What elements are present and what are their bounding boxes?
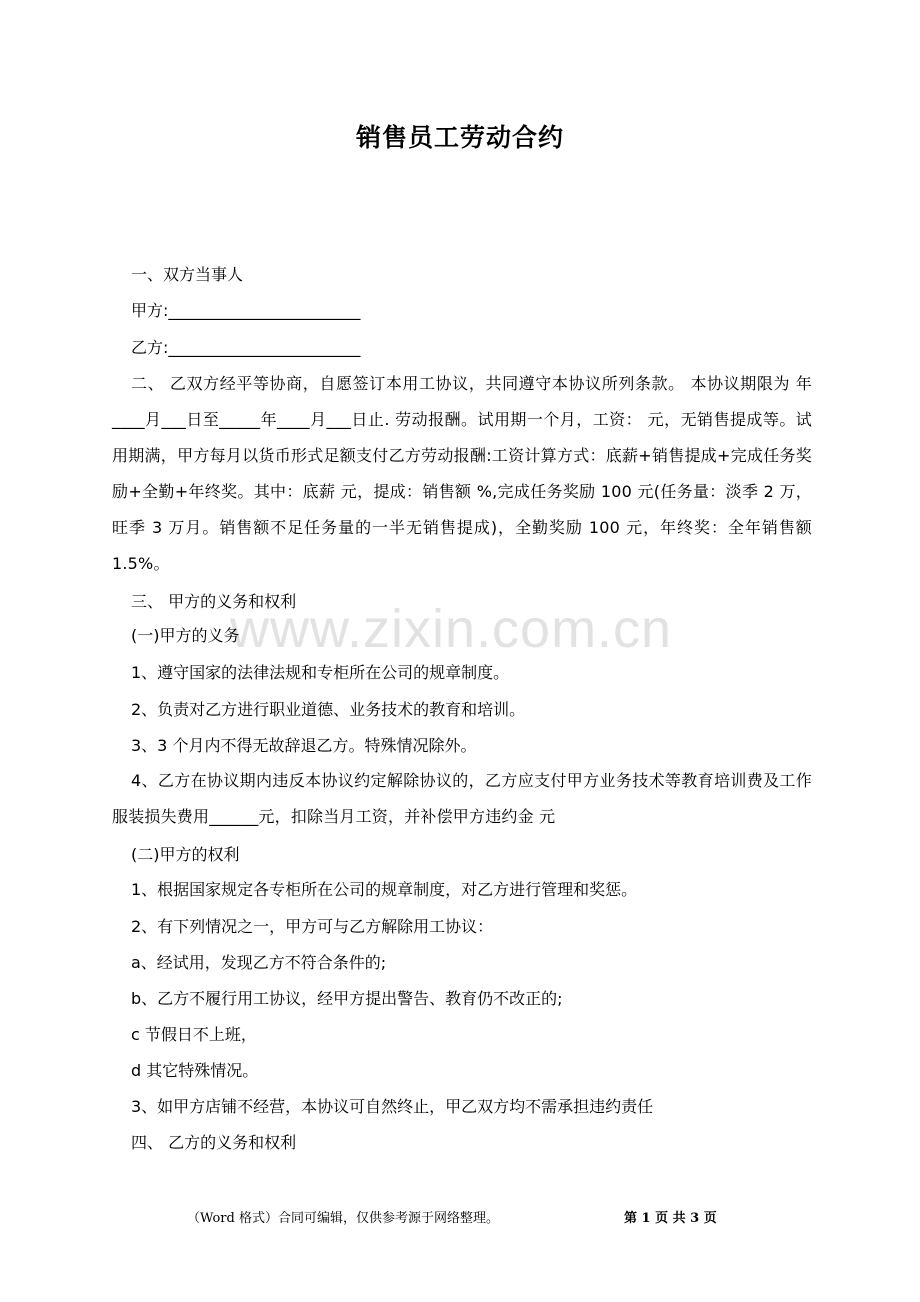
right-item-2d: d 其它特殊情况。 — [131, 1061, 259, 1080]
page-indicator: 第 1 页 共 3 页 — [624, 1211, 717, 1226]
right-item-2a: a、经试用，发现乙方不符合条件的; — [131, 953, 387, 972]
section-3-1-heading: (一)甲方的义务 — [131, 626, 240, 645]
right-item-2: 2、有下列情况之一，甲方可与乙方解除用工协议： — [131, 917, 494, 936]
duty-item-3: 3、3 个月内不得无故辞退乙方。特殊情况除外。 — [131, 736, 477, 755]
duty-item-2: 2、负责对乙方进行职业道德、业务技术的教育和培训。 — [131, 700, 526, 719]
footer-note: （Word 格式）合同可编辑，仅供参考源于网络整理。 — [187, 1211, 499, 1226]
section-3-heading: 三、 甲方的义务和权利 — [131, 592, 297, 611]
section-2-paragraph: 二、 乙双方经平等协商，自愿签订本用工协议，共同遵守本协议所列条款。 本协议期限为 年____月___日至_____年____月___日止. 劳动报酬。试用期一个月，工资： 元，无销售提成等。试用期满，甲方每月以货币形式足额支付乙方劳动报酬:工资计算方式：底薪+销售提成+完成任务奖励+全勤+年终奖。其中：底薪 元，提成：销售额 %,完成任务奖励 100 元(任务量：淡季 2 万，旺季 3 万月。销售额不足任务量的一半无销售提成)，全勤奖励 100 元，年终奖：全年销售额 1.5%。 — [112, 374, 812, 573]
section-3-2-heading: (二)甲方的权利 — [131, 845, 240, 864]
party-a-line: 甲方:________________________ — [131, 301, 361, 320]
right-item-2b: b、乙方不履行用工协议，经甲方提出警告、教育仍不改正的; — [131, 989, 563, 1008]
section-4-heading: 四、 乙方的义务和权利 — [131, 1133, 297, 1152]
duty-item-4: 4、乙方在协议期内违反本协议约定解除协议的，乙方应支付甲方业务技术等教育培训费及工作服装损失费用______元，扣除当月工资，并补偿甲方违约金 元 — [112, 771, 812, 826]
watermark-text: www.zixin.com.cn — [230, 599, 673, 659]
right-item-2c: c 节假日不上班， — [131, 1025, 257, 1044]
right-item-3: 3、如甲方店铺不经营，本协议可自然终止，甲乙双方均不需承担违约责任 — [131, 1097, 654, 1116]
section-1-heading: 一、双方当事人 — [131, 265, 244, 284]
document-title: 销售员工劳动合约 — [355, 123, 564, 152]
right-item-1: 1、根据国家规定各专柜所在公司的规章制度，对乙方进行管理和奖惩。 — [131, 880, 638, 899]
party-b-line: 乙方:________________________ — [131, 338, 361, 357]
duty-item-1: 1、遵守国家的法律法规和专柜所在公司的规章制度。 — [131, 663, 510, 682]
